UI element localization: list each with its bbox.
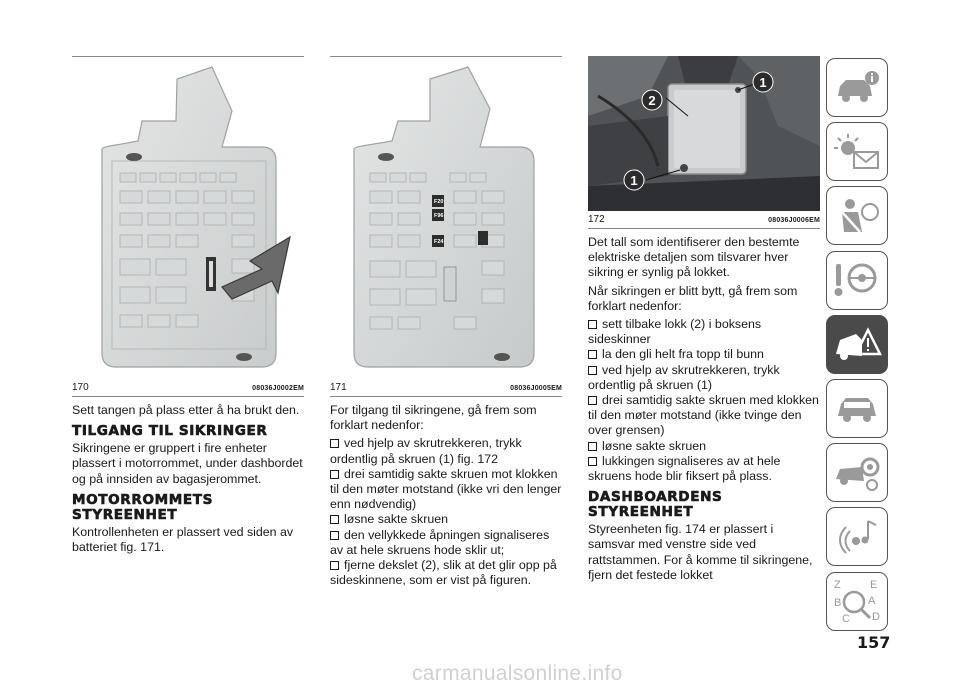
list-item-text: lukkingen signaliseres av at hele skruens hode blir fiksert på plass. bbox=[588, 453, 781, 484]
list-item-text: fjerne dekslet (2), slik at det glir opp på sideskinnene, som er vist på figuren. bbox=[330, 558, 557, 588]
paragraph: Styreenheten fig. 174 er plassert i samsvar med venstre side ved rattstammen. For å komme til sikringene, fjern det festede lokket bbox=[588, 522, 813, 582]
list-item-text: løsne sakte skruen bbox=[344, 512, 448, 527]
list-item-text: ved hjelp av skrutrekkeren, trykk ordentlig på skruen (1) bbox=[588, 362, 780, 392]
warning-lights-message-icon bbox=[832, 132, 882, 172]
section-heading: TILGANG TIL SIKRINGER bbox=[72, 423, 268, 440]
figure-number: 172 bbox=[588, 214, 605, 225]
tab-servicing[interactable] bbox=[826, 379, 888, 438]
checkbox-bullet-icon bbox=[588, 366, 597, 375]
figure-172-caption bbox=[588, 214, 820, 229]
index-letter: A bbox=[868, 595, 876, 607]
list-item bbox=[330, 512, 562, 527]
list-item bbox=[588, 454, 820, 484]
fuse-label: F20 bbox=[434, 199, 444, 205]
tab-index[interactable] bbox=[826, 572, 888, 631]
figure-171-caption bbox=[330, 382, 562, 397]
figure-number: 170 bbox=[72, 382, 89, 393]
tab-technical-data[interactable] bbox=[826, 443, 888, 502]
tab-warning-lights[interactable] bbox=[826, 122, 888, 181]
key-steering-wheel-icon bbox=[832, 260, 882, 300]
figure-172 bbox=[588, 56, 820, 211]
fuse-label: F96 bbox=[434, 213, 444, 219]
list-item bbox=[588, 363, 820, 393]
list-item-text: drei samtidig sakte skruen med klokken til den møter motstand (ikke tvinge den over grensen) bbox=[588, 393, 819, 438]
index-letter: Z bbox=[834, 579, 841, 591]
list-item bbox=[330, 436, 562, 466]
checkbox-bullet-icon bbox=[330, 561, 339, 570]
callout-label: 1 bbox=[630, 173, 638, 188]
tab-multimedia[interactable] bbox=[826, 507, 888, 566]
column-2-text bbox=[330, 403, 562, 588]
figure-code: 08036J0005EM bbox=[510, 385, 562, 392]
intro-paragraph: Sett tangen på plass etter å ha brukt den. bbox=[72, 403, 300, 417]
list-item bbox=[588, 439, 820, 454]
figure-code: 08036J0002EM bbox=[252, 385, 304, 392]
list-item-text: la den gli helt fra topp til bunn bbox=[602, 347, 764, 362]
checkbox-bullet-icon bbox=[588, 396, 597, 405]
index-letter: D bbox=[872, 611, 880, 623]
list-item bbox=[330, 558, 562, 588]
figure-170-caption bbox=[72, 382, 304, 397]
figure-170 bbox=[72, 61, 304, 379]
intro-paragraph: For tilgang til sikringene, gå frem som forklart nedenfor: bbox=[330, 403, 537, 433]
safety-airbag-icon bbox=[832, 196, 882, 236]
paragraph: Når sikringen er blitt bytt, gå frem som forklart nedenfor: bbox=[588, 283, 798, 313]
list-item bbox=[330, 528, 562, 558]
checkbox-bullet-icon bbox=[330, 531, 339, 540]
column-1-text bbox=[72, 403, 304, 555]
paragraph: Det tall som identifiserer den bestemte elektriske detaljen som tilsvarer hver sikring er synlig på lokket. bbox=[588, 235, 800, 280]
tab-safety[interactable] bbox=[826, 186, 888, 245]
tab-emergency[interactable] bbox=[826, 315, 888, 374]
index-letter: B bbox=[834, 597, 842, 609]
figure-171 bbox=[330, 61, 562, 379]
index-letter: E bbox=[870, 579, 878, 591]
list-item-text: ved hjelp av skrutrekkeren, trykk ordentlig på skruen (1) fig. 172 bbox=[330, 436, 522, 466]
list-item bbox=[588, 393, 820, 439]
list-item-text: løsne sakte skruen bbox=[602, 438, 706, 453]
checkbox-bullet-icon bbox=[588, 457, 597, 466]
engine-bay-photo bbox=[588, 56, 820, 211]
column-1 bbox=[72, 56, 304, 558]
list-item bbox=[588, 317, 820, 347]
checkbox-bullet-icon bbox=[330, 515, 339, 524]
top-rule bbox=[330, 56, 562, 57]
column-3 bbox=[588, 56, 820, 586]
list-item-text: drei samtidig sakte skruen mot klokken til den møter motstand (ikke vri den lenger enn nødvendig) bbox=[330, 466, 562, 512]
column-3-text bbox=[588, 235, 820, 583]
fuse-box-cover-illustration bbox=[72, 61, 304, 379]
technical-data-icon bbox=[832, 453, 882, 493]
alphabetical-index-icon bbox=[830, 576, 884, 626]
checkbox-bullet-icon bbox=[588, 350, 597, 359]
index-letter: C bbox=[842, 613, 850, 625]
fuse-label-layer bbox=[330, 61, 562, 379]
fuse-label: F24 bbox=[434, 239, 444, 245]
figure-code: 08036J0006EM bbox=[768, 217, 820, 224]
emergency-car-icon bbox=[832, 324, 882, 364]
checkbox-bullet-icon bbox=[330, 470, 339, 479]
tab-car-info[interactable] bbox=[826, 58, 888, 117]
list-item bbox=[588, 347, 820, 362]
figure-number: 171 bbox=[330, 382, 347, 393]
column-2 bbox=[330, 56, 562, 588]
list-item bbox=[330, 467, 562, 513]
tab-starting-driving[interactable] bbox=[826, 251, 888, 310]
car-service-icon bbox=[832, 388, 882, 428]
checkbox-bullet-icon bbox=[588, 442, 597, 451]
checkbox-bullet-icon bbox=[588, 320, 597, 329]
list-item-text: sett tilbake lokk (2) i boksens sideskinner bbox=[588, 317, 762, 347]
car-info-icon bbox=[832, 68, 882, 108]
callout-label: 2 bbox=[648, 93, 656, 108]
checkbox-bullet-icon bbox=[330, 439, 339, 448]
paragraph: Kontrollenheten er plassert ved siden av batteriet fig. 171. bbox=[72, 524, 294, 555]
callout-label: 1 bbox=[759, 75, 767, 90]
section-heading: DASHBOARDENS STYREENHET bbox=[588, 489, 723, 521]
multimedia-icon bbox=[832, 517, 882, 557]
watermark: carmanualsonline.info bbox=[412, 662, 623, 683]
section-heading: MOTORROMMETS STYREENHET bbox=[72, 491, 214, 523]
top-rule bbox=[72, 56, 304, 57]
paragraph: Sikringene er gruppert i fire enheter plassert i motorrommet, under dashbordet og på innsiden av bagasjerommet. bbox=[72, 441, 303, 486]
page-number: 157 bbox=[857, 633, 891, 652]
list-item-text: den vellykkede åpningen signaliseres av at hele skruens hode sklir ut; bbox=[330, 527, 550, 557]
chapter-tabs bbox=[826, 58, 888, 636]
